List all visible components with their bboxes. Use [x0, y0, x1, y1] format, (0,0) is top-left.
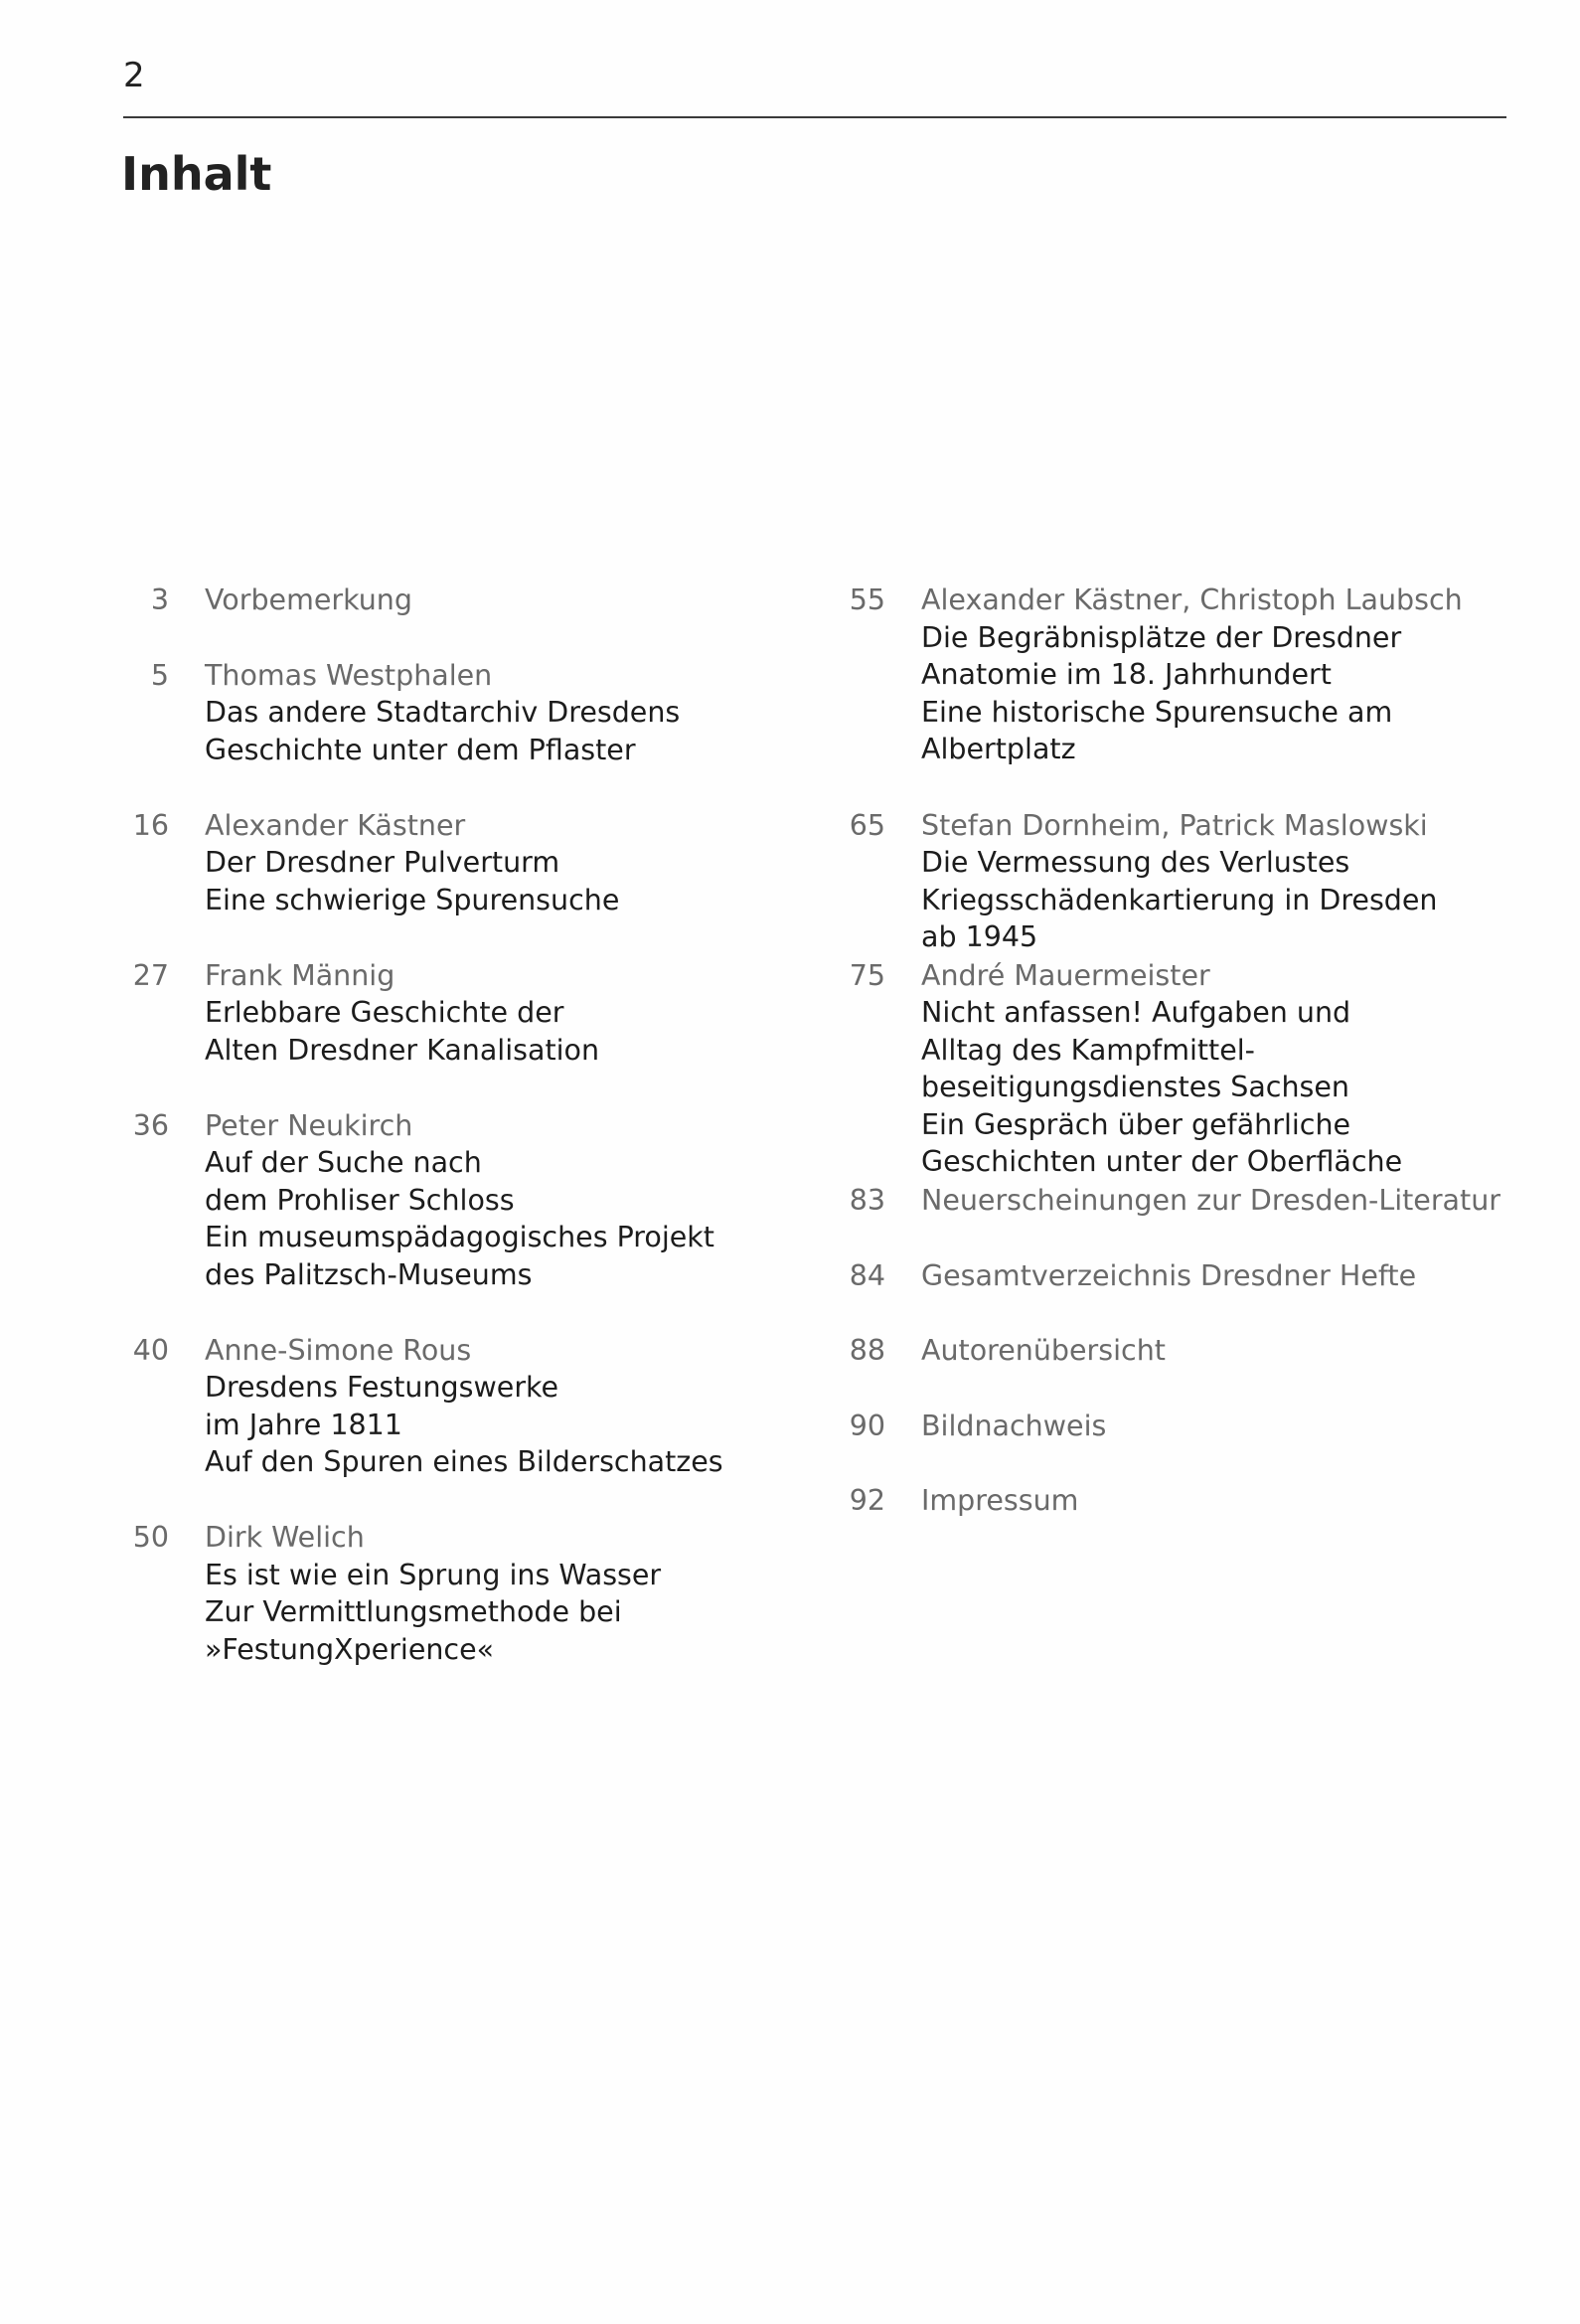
toc-article-line: Das andere Stadtarchiv Dresdens	[205, 696, 681, 730]
toc-entry-text	[205, 581, 412, 619]
toc-article-line: dem Prohliser Schloss	[205, 1183, 515, 1217]
toc-title: Impressum	[921, 1484, 1079, 1517]
toc-entry	[840, 581, 1535, 768]
toc-article-line: Anatomie im 18. Jahrhundert	[921, 658, 1332, 692]
toc-entry-text	[921, 581, 1463, 768]
toc-article-line: Albertplatz	[921, 733, 1076, 766]
toc-title: Vorbemerkung	[205, 583, 412, 616]
toc-entry	[840, 807, 1535, 956]
toc-title: Gesamtverzeichnis Dresdner Hefte	[921, 1258, 1417, 1292]
toc-article-line: Eine historische Spurensuche am	[921, 695, 1393, 729]
toc-entry	[123, 581, 769, 619]
toc-author: Thomas Westphalen	[205, 658, 493, 692]
toc-page-number: 88	[849, 1334, 885, 1367]
toc-entry	[840, 1332, 1535, 1370]
toc-article-line: Ein museumspädagogisches Projekt	[205, 1221, 714, 1254]
toc-article-line: Nicht anfassen! Aufgaben und	[921, 996, 1351, 1030]
toc-entry-text	[921, 1182, 1501, 1220]
toc-entry-text	[205, 1519, 661, 1668]
toc-article-line: ab 1945	[921, 920, 1038, 954]
toc-entry	[123, 1519, 769, 1668]
toc-entry-text	[921, 1332, 1166, 1370]
toc-entry-text	[921, 957, 1402, 1182]
toc-article-line: Alltag des Kampfmittel-	[921, 1033, 1255, 1067]
toc-page-number: 55	[849, 583, 885, 616]
toc-entry-text	[921, 1257, 1416, 1295]
toc-article-line: Auf der Suche nach	[205, 1146, 482, 1180]
toc-article-line: Geschichten unter der Oberfläche	[921, 1145, 1403, 1179]
toc-page-number: 5	[150, 658, 169, 692]
toc-page-number: 90	[849, 1409, 885, 1442]
toc-author: Anne-Simone Rous	[205, 1333, 472, 1367]
toc-article-line: Auf den Spuren eines Bilderschatzes	[205, 1445, 723, 1479]
page-number: 2	[123, 56, 145, 95]
toc-author: Dirk Welich	[205, 1521, 365, 1554]
toc-page-number: 83	[849, 1184, 885, 1217]
toc-author: Alexander Kästner, Christoph Laubsch	[921, 583, 1463, 616]
toc-entry	[123, 1332, 769, 1481]
toc-author: Stefan Dornheim, Patrick Maslowski	[921, 808, 1428, 842]
toc-entry-text	[921, 1408, 1106, 1445]
toc-entry-text	[205, 957, 599, 1070]
toc-article-line: »FestungXperience«	[205, 1632, 495, 1666]
toc-title: Neuerscheinungen zur Dresden-Literatur	[921, 1184, 1501, 1217]
toc-page-number: 16	[132, 808, 169, 842]
toc-page-number: 84	[849, 1258, 885, 1292]
toc-entry	[123, 657, 769, 769]
toc-article-line: Dresdens Festungswerke	[205, 1371, 559, 1405]
toc-author: Frank Männig	[205, 958, 395, 992]
toc-article-line: Ein Gespräch über gefährliche	[921, 1107, 1351, 1141]
toc-entry-text	[921, 807, 1438, 956]
page-title: Inhalt	[121, 147, 272, 201]
toc-page-number: 36	[132, 1108, 169, 1142]
toc-entry	[840, 1182, 1535, 1220]
toc-page-number: 50	[132, 1521, 169, 1554]
toc-page-number: 27	[132, 958, 169, 992]
toc-page-number: 92	[849, 1484, 885, 1517]
toc-entry	[840, 957, 1535, 1182]
toc-page-number: 3	[150, 583, 169, 616]
toc-entry	[123, 957, 769, 1070]
toc-article-line: Alten Dresdner Kanalisation	[205, 1033, 600, 1067]
toc-author: Alexander Kästner	[205, 808, 466, 842]
toc-entry	[840, 1408, 1535, 1445]
toc-article-line: Geschichte unter dem Pflaster	[205, 733, 636, 766]
toc-article-line: Die Begräbnisplätze der Dresdner	[921, 620, 1402, 654]
header-rule	[123, 116, 1506, 118]
toc-entry	[123, 1107, 769, 1294]
toc-entry	[840, 1482, 1535, 1520]
toc-title: Autorenübersicht	[921, 1334, 1166, 1367]
toc-article-line: Zur Vermittlungsmethode bei	[205, 1595, 622, 1629]
toc-article-line: des Palitzsch-Museums	[205, 1257, 533, 1291]
toc-article-line: Erlebbare Geschichte der	[205, 996, 564, 1030]
toc-page-number: 75	[849, 958, 885, 992]
toc-page-number: 65	[849, 808, 885, 842]
toc-entry	[123, 807, 769, 919]
toc-article-line: Kriegsschädenkartierung in Dresden	[921, 883, 1438, 916]
toc-page-number: 40	[132, 1333, 169, 1367]
toc-article-line: Eine schwierige Spurensuche	[205, 883, 620, 916]
toc-article-line: Es ist wie ein Sprung ins Wasser	[205, 1558, 662, 1591]
toc-title: Bildnachweis	[921, 1409, 1107, 1442]
toc-entry	[840, 1257, 1535, 1295]
toc-article-line: Der Dresdner Pulverturm	[205, 846, 560, 880]
toc-article-line: beseitigungsdienstes Sachsen	[921, 1071, 1349, 1104]
toc-author: Peter Neukirch	[205, 1108, 413, 1142]
toc-article-line: Die Vermessung des Verlustes	[921, 846, 1350, 880]
toc-entry-text	[205, 807, 619, 919]
toc-entry-text	[205, 1107, 714, 1294]
toc-author: André Mauermeister	[921, 958, 1210, 992]
toc-entry-text	[205, 657, 680, 769]
toc-entry-text	[921, 1482, 1078, 1520]
toc-article-line: im Jahre 1811	[205, 1408, 402, 1441]
toc-entry-text	[205, 1332, 723, 1481]
